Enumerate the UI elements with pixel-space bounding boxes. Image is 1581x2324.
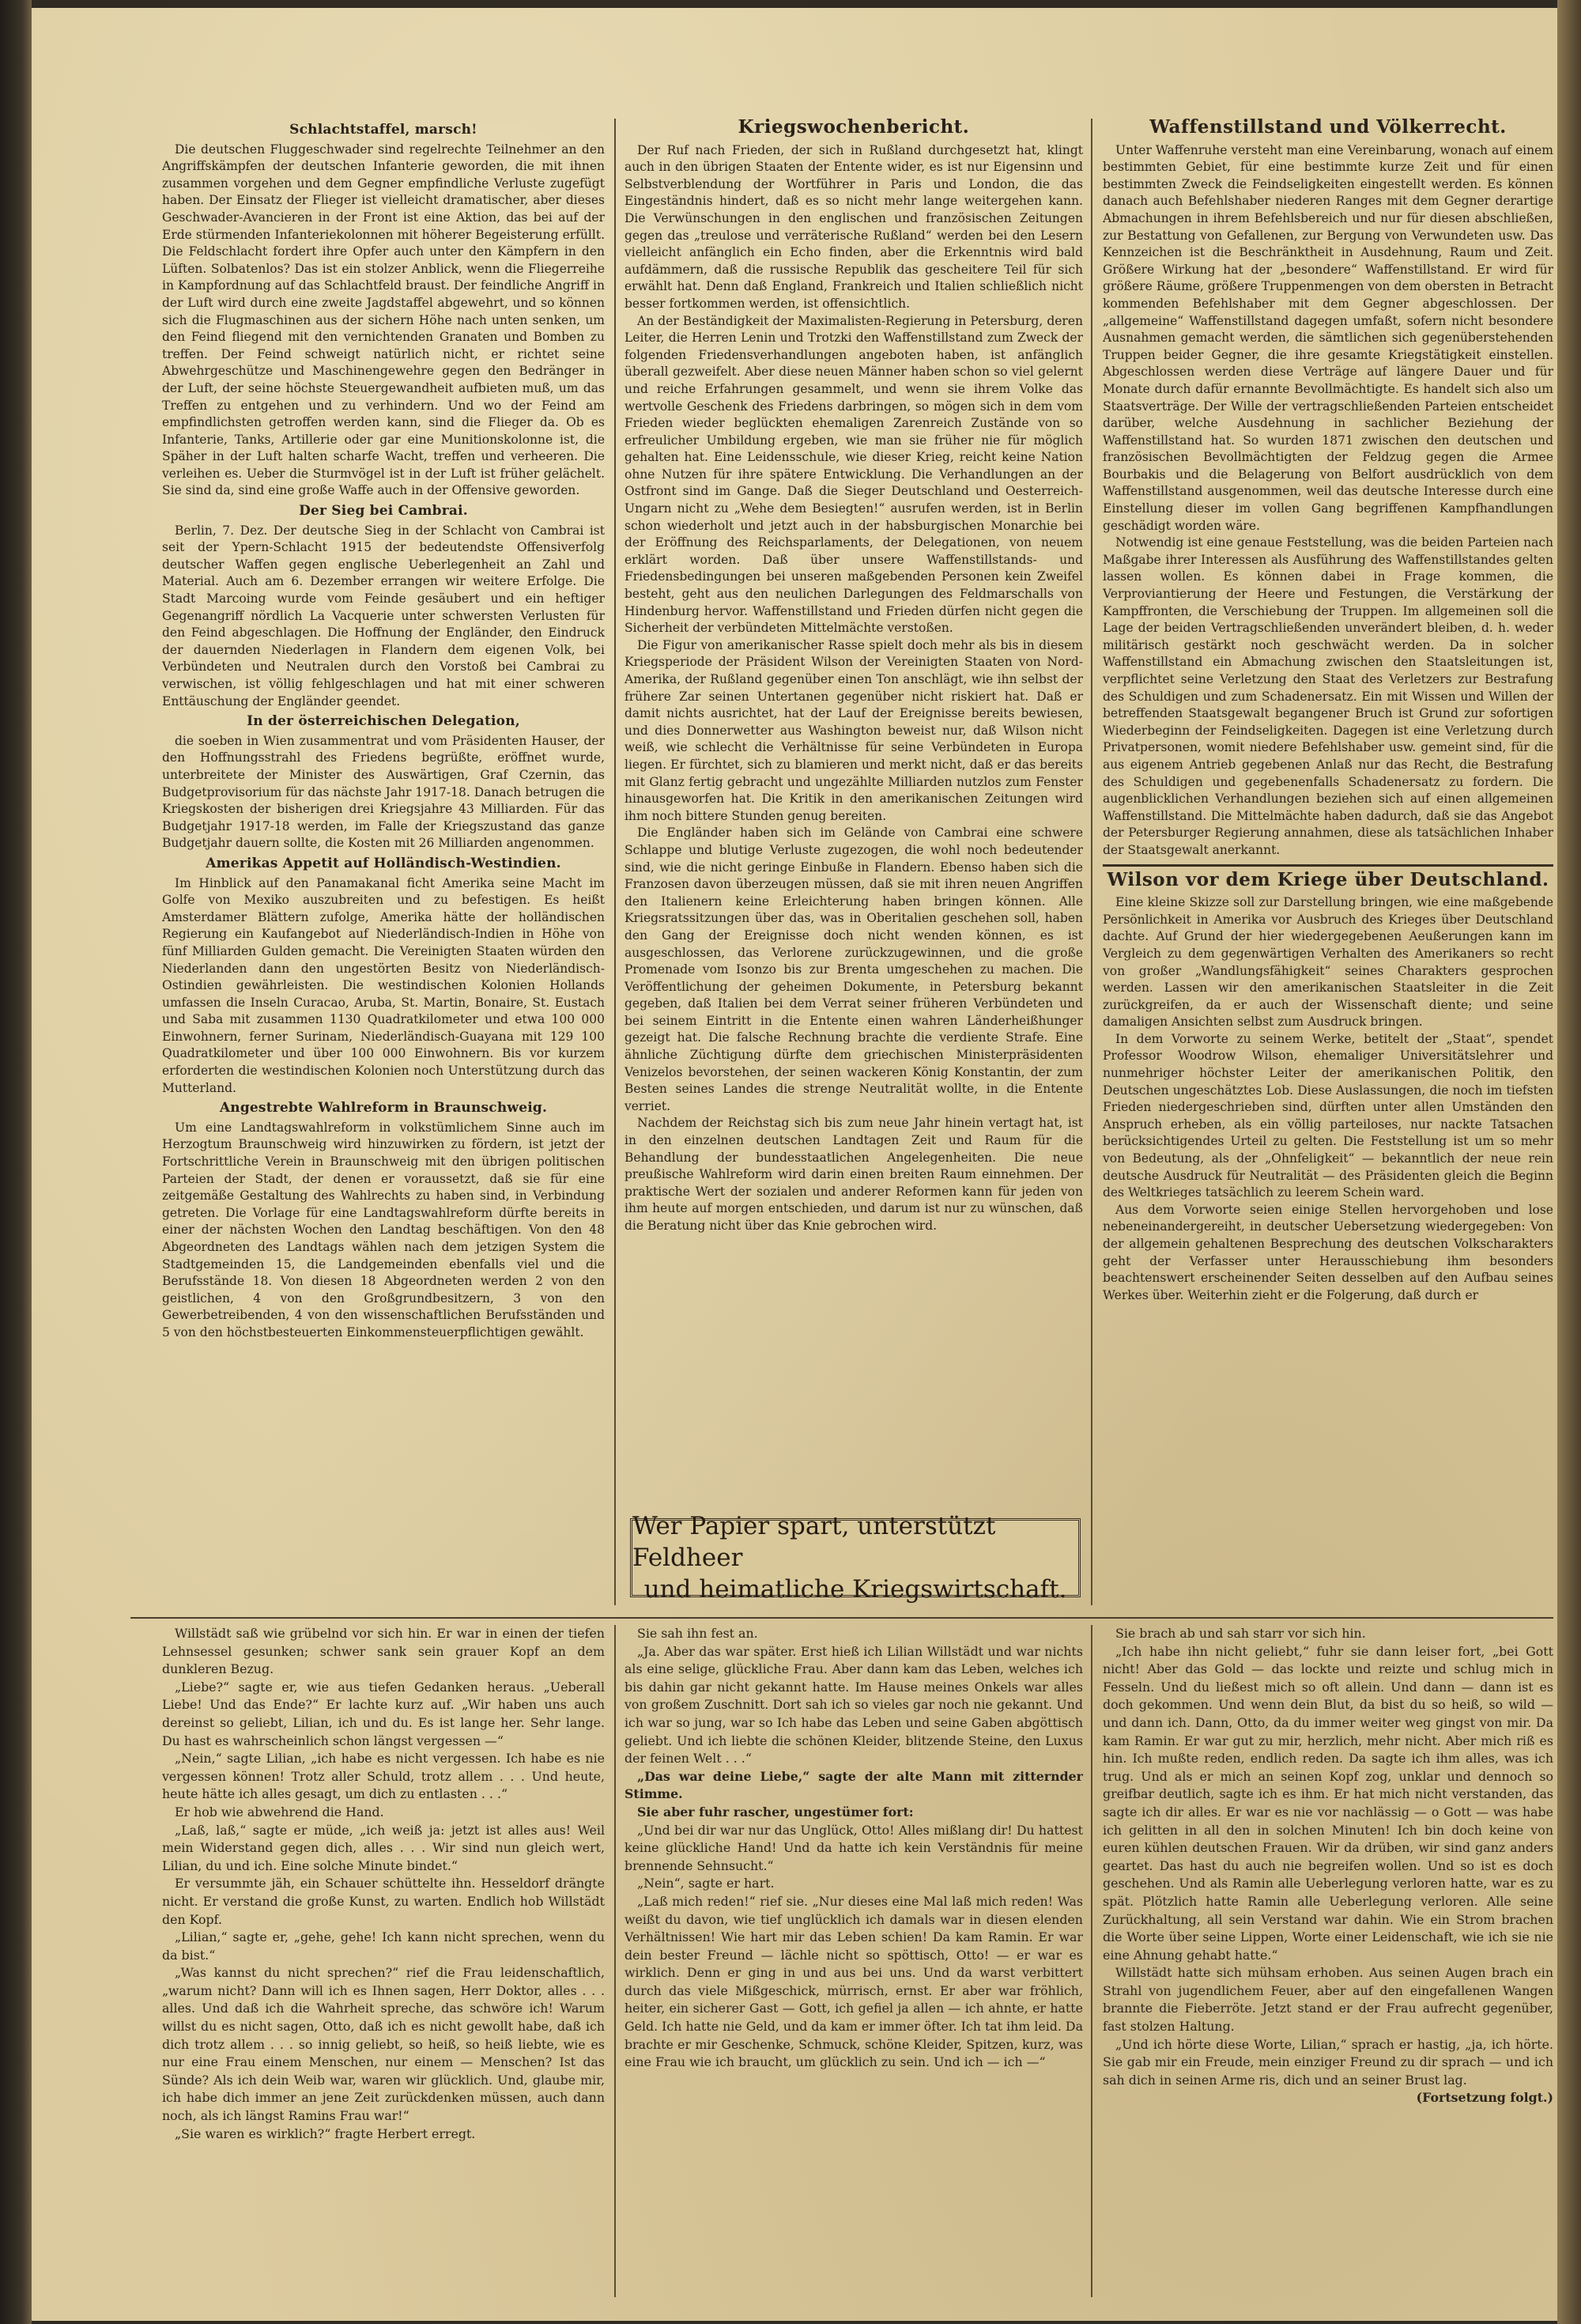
continuation-note: (Fortsetzung folgt.) (1416, 2090, 1553, 2106)
story-text: „Und bei dir war nur das Unglück, Otto! Alles mißlang dir! Du hattest keine glückliche Hand! Und da hatte ich kein Verständnis für meine brennende Sehnsucht.“ (624, 1822, 1083, 1873)
story-text: „Ich habe ihn nicht geliebt,“ fuhr sie dann leiser fort, „bei Gott nicht! Aber das Gold — das lockte und reizte und schlug mich in Fesseln. Und du ließest mich so oft allein. Und dann — dann ist es doch gekommen. Und wenn dein Blut, da bist du so heiß, so wild — und dann ich. Dann, Otto, da du immer weiter weg gingst von mir. Da kam Ramin. Er war gut zu mir, herzlich, mehr nicht. Aber mich riß es hin. Ich mußte reden, endlich reden. Da sagte ich ihm alles, was ich trug. Und als er mich an seinen Kopf zog, unklar und dennoch so greifbar deutlich, sagte ich es ihm. Er hat mich nicht verstanden, das sagte ich dir alles. Er war es nie vor nachlässig — o Gott — was habe ich gelitten in all den in solchen Minuten! Ich bin doch keine von euren kühlen deutschen Frauen. Wir da drüben, wir sind ganz anders geartet. Das hast du auch nie begreifen wollen. Und so ist es doch geschehen. Und als Ramin alle Ueberlegung verloren hatte, war es zu spät. Plötzlich hatte Ramin alle Ueberlegung verloren. Alle seine Zurückhaltung, all sein Verstand war dahin. Wie ein Strom brachen die Worte über seine Lippen, Worte einer Leidenschaft, wie ich sie nie eine Ahnung gehabt hatte.“ (1103, 1643, 1553, 1963)
article-text: die soeben in Wien zusammentrat und vom Präsidenten Hauser, der den Hoffnungsstrahl des Friedens begrüßte, eröffnet wurde, unterbreitete der Minister des Auswärtigen, Graf Czernin, das Budgetprovisorium für das nächste Jahr 1917-18. Danach betrugen die Kriegskosten der bisherigen drei Kriegsjahre 43 Milliarden. Für das Budgetjahr 1917-18 werden, im Falle der Kriegszustand das ganze Budgetjahr dauern sollte, die Kosten mit 26 Milliarden angenommen. (162, 733, 605, 851)
article-text: Nachdem der Reichstag sich bis zum neue Jahr hinein vertagt hat, ist in den einzelnen deutschen Landtagen Zeit und Raum für die Behandlung der bundesstaatlichen Angelegenheiten. Die neue preußische Wahlreform wird darin einen breiten Raum einnehmen. Der praktische Wert der sozialen und anderer Reformen kann für jeden von ihm heute auf morgen entschieden, und darum ist nur zu wünschen, daß die Beratung nicht über das Knie gebrochen wird. (624, 1116, 1083, 1233)
column-2 (624, 119, 1083, 1510)
article-text: Unter Waffenruhe versteht man eine Vereinbarung, wonach auf einem bestimmten Gebiet, für eine bestimmte kurze Zeit und für einen bestimmten Zweck die Feindseligkeiten eingestellt werden. Es können danach auch Befehlshaber niederen Ranges mit dem Gegner derartige Abmachungen in ihrem Befehlsbereich und nur für diesen abschließen, zur Bestattung von Gefallenen, zur Bergung von Verwundeten usw. Das Kennzeichen ist die Beschränktheit in Ausdehnung, Raum und Zeit. Größere Wirkung hat der „besondere“ Waffenstillstand. Er wird für größere Räume, größere Truppenmengen von dem obersten in Betracht kommenden Befehlshaber mit dem Gegner abgeschlossen. Der „allgemeine“ Waffenstillstand dagegen umfaßt, sofern nicht besondere Ausnahmen gemacht werden, die sämtlichen sich gegenüberstehenden Truppen beider Gegner, die ihre gesamte Kriegstätigkeit einstellen. Abgeschlossen werden diese Verträge auf längere Dauer und für Monate durch dafür ernannte Bevollmächtigte. Es handelt sich also um Staatsverträge. Der Wille der vertragschließenden Parteien entscheidet darüber, welche Ausdehnung in sachlicher Beziehung der Waffenstillstand hat. So wurden 1871 zwischen den deutschen und französischen Bevollmächtigten der Feldzug gegen die Armee Bourbakis und die Belagerung von Belfort ausdrücklich von dem Waffenstillstand ausgenommen, weil das deutsche Interesse durch eine Einstellung dieser im vollen Gang begriffenen Kampfhandlungen geschädigt worden wäre. (1103, 142, 1553, 533)
column-divider (1091, 1625, 1092, 2297)
feuilleton-rule (130, 1617, 1553, 1619)
story-text: Sie sah ihn fest an. (637, 1626, 758, 1641)
article-text: Um eine Landtagswahlreform in volkstümlichem Sinne auch im Herzogtum Braunschweig wird hinzuwirken zu fördern, ist jetzt der Fortschrittliche Verein in Braunschweig mit den übrigen politischen Parteien der Stadt, der denen er voraussetzt, daß sie für eine zeitgemäße Gestaltung des Wahlrechts zu haben sind, in Verbindung getreten. Die Vorlage für eine Landtagswahlreform dürfte bereits in einer der nächsten Wochen den Landtag beschäftigen. Von den 48 Abgeordneten des Landtags wählen nach dem jetzigen System die Stadtgemeinden 15, die Landgemeinden ebenfalls viel und die Berufsstände 18. Von diesen 18 Abgeordneten werden 2 von den geistlichen, 4 von den Großgrundbesitzern, 3 von den Gewerbetreibenden, 4 von den wissenschaftlichen Berufsständen und 5 von den höchstbesteuerten Einkommensteuerpflichtigen gewählt. (162, 1120, 605, 1340)
story-text: Sie aber fuhr rascher, ungestümer fort: (637, 1804, 914, 1820)
column-3 (1103, 119, 1553, 1605)
binding-edge-left (0, 0, 32, 2324)
story-text: „Lilian,“ sagte er, „gehe, gehe! Ich kann nicht sprechen, wenn du da bist.“ (162, 1929, 605, 1963)
story-column-1 (162, 1625, 605, 2297)
advert-line: und heimatliche Kriegswirtschaft. (643, 1575, 1067, 1604)
column-divider (1091, 119, 1092, 1605)
article-text: Aus dem Vorworte seien einige Stellen hervorgehoben und lose nebeneinandergereiht, in deutscher Uebersetzung wiedergegeben: Von der allgemein gehaltenen Besprechung des deutschen Volkscharakters geht der Verfasser unter Herausschiebung ihm besonders beachtenswert erscheinender Seiten desselben auf den Aufbau seines Werkes über. Weiterhin zieht er die Folgerung, daß durch er (1103, 1202, 1553, 1302)
headline-cambrai: Der Sieg bei Cambrai. (299, 503, 468, 520)
headline-amerika: Amerikas Appetit auf Holländisch-Westindien. (206, 855, 561, 871)
story-text: „Laß, laß,“ sagte er müde, „ich weiß ja: jetzt ist alles aus! Weil mein Widerstand gegen dich, alles . . . Wir sind nun gleich wert, Lilian, du und ich. Eine solche Minute bindet.“ (162, 1822, 605, 1873)
article-text: Eine kleine Skizze soll zur Darstellung bringen, wie eine maßgebende Persönlichkeit in Amerika vor Ausbruch des Krieges über Deutschland dachte. Auf Grund der hier wiedergegebenen Aeußerungen kann im Vergleich zu dem gegenwärtigen Verhalten des Amerikaners so recht von großer „Wandlungsfähigkeit“ seines Charakters gesprochen werden. Lassen wir den amerikanischen Staatsleiter in die Zeit zurückgreifen, da er auch der Wissenschaft diente; und seine damaligen Ansichten selbst zum Ausdruck bringen. (1103, 895, 1553, 1030)
advert-line: Wer Papier spart, unterstützt Feldheer (632, 1512, 996, 1572)
headline-delegation: In der österreichischen Delegation, (247, 713, 520, 730)
story-text: „Nein,“ sagte Lilian, „ich habe es nicht vergessen. Ich habe es nie vergessen können! Trotz aller Schuld, trotz allem . . . Und heute, heute hätte ich alles gesagt, um dich zu entlasten . . .“ (162, 1751, 605, 1802)
article-text: Die Engländer haben sich im Gelände von Cambrai eine schwere Schlappe und blutige Verluste zugezogen, die wohl noch bedeutender sind, wie die nicht geringe Einbuße in Flandern. Ebenso haben sich die Franzosen davon überzeugen müssen, daß sie mit ihren neuen Angriffen den Italienern keine Erleichterung haben bringen können. Alle Kriegsratssitzungen über das, was in Oberitalien geschehen soll, haben den Gang der Ereignisse doch nicht wenden können, es ist ausgeschlossen, das Verlorene zurückzugewinnen, und die große Promenade vom Isonzo bis zur Brenta umgeschehen zu machen. Die Veröffentlichung der geheimen Dokumente, in Petersburg bekannt gegeben, daß Italien bei dem Verrat seiner früheren Verbündeten und bei seinem Eintritt in die Entente einen wahren Länderheißhunger gezeigt hat. Die falsche Rechnung brachte die verdiente Strafe. Eine ähnliche Züchtigung dürfte dem griechischen Ministerpräsidenten Venizelos bevorstehen, der seinen wackeren König Konstantin, der zum Besten seines Landes die strenge Neutralität wollte, in die Entente verriet. (624, 826, 1083, 1113)
story-text: Willstädt saß wie grübelnd vor sich hin. Er war in einen der tiefen Lehnsessel gesunken; schwer sank sein grauer Kopf an dem dunkleren Bezug. (162, 1626, 605, 1677)
advert-paper-box (630, 1512, 1081, 1604)
story-text: Er hob wie abwehrend die Hand. (175, 1804, 384, 1820)
article-text: Die deutschen Fluggeschwader sind regelrechte Teilnehmer an den Angriffskämpfen der deutschen Infanterie geworden, die mit ihnen zusammen vorgehen und dem Gegner empfindliche Verluste zugefügt haben. Der Einsatz der Flieger ist vielleicht dramatischer, aber dieses Geschwader-Avancieren in der Front ist eine Aktion, das bei auf der Erde stürmenden Infanteriekolonnen mit höherer Begeisterung erfüllt. Die Feldschlacht fordert ihre Opfer auch unter den Kämpfern in den Lüften. Solbatenlos? Das ist ein stolzer Anblick, wenn die Fliegerreihe in Kampfordnung auf das Schlachtfeld braust. Der feindliche Angriff in der Luft wird durch eine zweite Jagdstaffel abgewehrt, und so können sich die Flugmaschinen aus der sichern Höhe nach unten senken, um den Feind fliegend mit den vernichtenden Granaten und Bomben zu treffen. Der Feind schweigt natürlich nicht, er richtet seine Abwehrgeschütze und Maschinengewehre gegen den Bedränger in der Luft, der seine höchste Steuergewandheit aufbieten muß, um das Treffen zu entgehen und zu verhindern. Und wo der Feind am empfindlichsten getroffen werden kann, sind die Flieger da. Ob es Infanterie, Tanks, Artillerie oder gar eine Munitionskolonne ist, die Späher in der Luft halten scharfe Wacht, treffen und verheeren. Die verleihen es. Ueber die Sturmvögel ist in der Luft ist früher gelächelt. Sie sind da, sind eine große Waffe auch in der Offensive geworden. (162, 142, 605, 498)
newspaper-page (32, 8, 1557, 2321)
headline-wahlreform: Angestrebte Wahlreform in Braunschweig. (219, 1100, 548, 1117)
story-text: Er versummte jäh, ein Schauer schüttelte ihn. Hesseldorf drängte nicht. Er verstand die große Kunst, zu warten. Endlich hob Willstädt den Kopf. (162, 1876, 605, 1927)
article-text: In dem Vorworte zu seinem Werke, betitelt der „Staat“, spendet Professor Woodrow Wilson, ehemaliger Universitätslehrer und nunmehriger höchster Leiter der amerikanischen Politik, den Deutschen ungeschätztes Lob. Diese Auslassungen, die noch im tiefsten Frieden niedergeschrieben sind, dürften unter allen Umständen den Anspruch erheben, als ein völlig parteiloses, nur nackte Tatsachen berücksichtigendes Urteil zu gelten. Die Feststellung ist um so mehr von Bedeutung, als der „Ohnfeligkeit“ — bekanntlich der neue rein deutsche Ausdruck für Neutralität — des Präsidenten gleich die Beginn des Weltkrieges tatsächlich zu leerem Schein ward. (1103, 1031, 1553, 1200)
headline-wilson: Wilson vor dem Kriege über Deutschland. (1107, 868, 1549, 890)
story-column-2 (624, 1625, 1083, 2297)
headline-waffenstillstand: Waffenstillstand und Völkerrecht. (1149, 119, 1507, 138)
story-column-3 (1103, 1625, 1553, 2297)
story-text: „Ja. Aber das war später. Erst hieß ich Lilian Willstädt und war nichts als eine selige, glückliche Frau. Aber dann kam das Leben, welches ich bis dahin gar nicht gekannt hatte. Im Hause meines Onkels war alles von großem Zuschnitt. Dort sah ich so vieles gar noch nie gekannt. Und ich war so jung, war so Ich habe das Leben und seine Gaben abgöttisch geliebt. Und ich liebte die schönen Kleider, blitzende Steine, den Luxus der feinen Welt . . .“ (624, 1643, 1083, 1767)
article-text: An der Beständigkeit der Maximalisten-Regierung in Petersburg, deren Leiter, die Herren Lenin und Trotzki den Waffenstillstand zum Zweck der folgenden Friedensverhandlungen angeboten haben, ist anfänglich überall gezweifelt. Aber diese neuen Männer haben schon so viel gelernt und reiche Erfahrungen gesammelt, und wenn sie ihrem Volke das wertvolle Geschenk des Friedens darbringen, so mögen sich in dem vom Frieden wieder beglückten ehemaligen Zarenreich Zustände von so erfreulicher Umbildung ergeben, wie man sie früher nie für möglich gehalten hat. Eine Leidensschule, wie dieser Krieg, reicht keine Nation ohne Nutzen für ihre spätere Entwicklung. Die Verhandlungen an der Ostfront sind im Gange. Daß die Sieger Deutschland und Oesterreich-Ungarn nicht zu „Wehe dem Besiegten!“ ausrufen werden, ist in Berlin schon wiederholt und jetzt auch in der habsburgischen Monarchie bei der Eröffnung des Reichsparlaments, der Delegationen, von neuem erklärt worden. Daß über unsere Waffenstillstands- und Friedensbedingungen bei unseren maßgebenden Personen kein Zweifel besteht, geht aus den neulichen Darlegungen des Feldmarschalls von Hindenburg hervor. Waffenstillstand und Frieden dürfen nicht gegen die Sicherheit der verbündeten Mittelmächte verstoßen. (624, 313, 1083, 636)
story-text: „Was kannst du nicht sprechen?“ rief die Frau leidenschaftlich, „warum nicht? Dann will ich es Ihnen sagen, Herr Doktor, alles . . . alles. Und daß ich die Wahrheit spreche, das schwöre ich! Warum willst du es nicht sagen, Otto, daß ich es nicht gewollt habe, daß ich dich trotz allem . . . so innig geliebt, so heiß, so heiß liebte, wie es nur eine Frau einem Menschen, nur einem — Menschen? Ist das Sünde? Als ich dein Weib war, waren wir glücklich. Und, glaube mir, ich habe dich immer an jene Zeit zurückdenken müssen, auch dann noch, als ich längst Ramins Frau war!“ (162, 1965, 605, 2124)
article-text: Berlin, 7. Dez. Der deutsche Sieg in der Schlacht von Cambrai ist seit der Ypern-Schlacht 1915 der bedeutendste Offensiverfolg deutscher Waffen gegen englische Ueberlegenheit an Zahl und Material. Auch am 6. Dezember errangen wir weitere Erfolge. Die Stadt Marcoing wurde vom Feinde gesäubert und ein heftiger Gegenangriff nördlich La Vacquerie unter schwersten Verlusten für den Feind abgeschlagen. Die Hoffnung der Engländer, den Eindruck der dauernden Niederlagen in Flandern dem eigenen Volk, bei Verbündeten und Neutralen durch den Vorstoß bei Cambrai zu verwischen, ist völlig fehlgeschlagen und hat mit einer schweren Enttäuschung der Engländer geendet. (162, 523, 605, 709)
story-text: „Liebe?“ sagte er, wie aus tiefen Gedanken heraus. „Ueberall Liebe! Und das Ende?“ Er lachte kurz auf. „Wir haben uns auch dereinst so geliebt, Lilian, ich und du. Es ist lange her. Sehr lange. Du hast es wahrscheinlich schon längst vergessen —“ (162, 1679, 605, 1748)
story-text: „Nein“, sagte er hart. (637, 1876, 775, 1891)
story-text: Willstädt hatte sich mühsam erhoben. Aus seinen Augen brach ein Strahl von jugendlichem Feuer, aber auf den eingefallenen Wangen brannte die Fieberröte. Jetzt stand er der Frau aufrecht gegenüber, fast stolzen Haltung. (1103, 1965, 1553, 2035)
column-divider (614, 1625, 616, 2297)
column-divider (614, 119, 616, 1605)
article-text: Der Ruf nach Frieden, der sich in Rußland durchgesetzt hat, klingt auch in den übrigen Staaten der Entente wider, es ist nur Eigensinn und Selbstverblendung der Wortführer in Paris und London, die das Eingeständnis hindert, daß es so nicht mehr lange weitergehen kann. Die Verwünschungen in den englischen und französischen Zeitungen gegen das „treulose und verräterische Rußland“ werden bei den Lesern vielleicht anfänglich ein Echo finden, aber die Erkenntnis wird bald aufdämmern, daß die russische Republik das gescheitere Teil für sich erwählt hat. Denn daß England, Frankreich und Italien schließlich nicht besser fortkommen werden, ist offensichtlich. (624, 142, 1083, 311)
story-text: Sie brach ab und sah starr vor sich hin. (1115, 1626, 1366, 1641)
headline-schlachtstaffel: Schlachtstaffel, marsch! (289, 122, 477, 138)
binding-edge-right (1557, 0, 1581, 2324)
story-text: „Sie waren es wirklich?“ fragte Herbert erregt. (175, 2126, 476, 2141)
article-text: Die Figur von amerikanischer Rasse spielt doch mehr als bis in diesem Kriegsperiode der Präsident Wilson der Vereinigten Staaten von Nord-Amerika, der Rußland gegenüber einen Ton anschlägt, wie ihn selbst der frühere Zar seinen Untertanen gegenüber nicht riskiert hat. Daß er damit nichts ausrichtet, hat der Lauf der Ereignisse bereits bewiesen, und dies Donnerwetter aus Washington beweist nur, daß Wilson nicht weiß, wie schlecht die Verhältnisse für seine Verbündeten in Europa liegen. Er fürchtet, sich zu blamieren und merkt nicht, daß er das bereits mit Glanz fertig gebracht und ungezählte Milliarden nutzlos zum Fenster hinausgeworfen hat. Die Kritik in den amerikanischen Zeitungen wird ihm noch bittere Stunden genug bereiten. (624, 637, 1083, 823)
section-rule (1103, 864, 1553, 867)
article-text: Notwendig ist eine genaue Feststellung, was die beiden Parteien nach Maßgabe ihrer Interessen als Ausführung des Waffenstillstandes gelten lassen wollen. Es können dabei in Frage kommen, die Verproviantierung der Heere und Festungen, die Verstärkung der Kampffronten, die Verschiebung der Truppen. Im allgemeinen soll die Lage der beiden Vertragschließenden unverändert bleiben, d. h. weder militärisch gestärkt noch geschwächt werden. Da in solcher Waffenstillstand ein Abmachung zwischen den Staatsleitungen ist, verpflichtet seine Verletzung den Staat des Verletzers zur Bestrafung des Schuldigen und zum Schadenersatz. Ein mit Wissen und Willen der betreffenden Staatsgewalt begangener Bruch ist Grund zur sofortigen Wiederbeginn der Feindseligkeiten. Dagegen ist eine Verletzung durch Privatpersonen, womit niedere Befehlshaber usw. gemeint sind, für die aus eigenem Antrieb gegebenen Anlaß nur das Recht, die Bestrafung des Schuldigen und gegebenenfalls Schadenersatz zu fordern. Die augenblicklichen Verhandlungen beziehen sich auf einen allgemeinen Waffenstillstand. Die Mittelmächte haben dadurch, daß sie das Angebot der Petersburger Regierung annahmen, diese als tatsächlichen Inhaber der Staatsgewalt anerkannt. (1103, 535, 1553, 857)
story-text: „Und ich hörte diese Worte, Lilian,“ sprach er hastig, „ja, ich hörte. Sie gab mir ein Freude, mein einziger Freund zu dir sprach — und ich sah dich in seinen Arme ris, dich und an seiner Brust lag. (1103, 2036, 1553, 2088)
story-text: „Laß mich reden!“ rief sie. „Nur dieses eine Mal laß mich reden! Was weißt du davon, wie tief unglücklich ich damals war in diesen elenden Verhältnissen! Wie hart mir das Leben schien! Da kam Ramin. Er war dein bester Freund — lächle nicht so spöttisch, Otto! — er war es wirklich. Denn er ging in und aus bei uns. Und da warst verbittert durch das viele Mißgeschick, mürrisch, ernst. Er aber war fröhlich, heiter, ein sicherer Gast — Gott, ich gefiel ja allen — ich ahnte, er hatte Geld. Ich hatte nie Geld, und da kam er immer öfter. Ich tat ihm leid. Da brachte er mir Geschenke, Schmuck, schöne Kleider, Spitzen, kurz, was eine Frau wie ich braucht, um glücklich zu sein. Und ich — ich —“ (624, 1893, 1083, 2070)
story-text: „Das war deine Liebe,“ sagte der alte Mann mit zitternder Stimme. (624, 1768, 1083, 1802)
article-text: Im Hinblick auf den Panamakanal ficht Amerika seine Macht im Golfe von Mexiko auszubreiten und zu befestigen. Es heißt Amsterdamer Blättern zufolge, Amerika hätte der holländischen Regierung ein Kaufangebot auf Niederländisch-Indien in Höhe von fünf Milliarden Gulden gemacht. Die Vereinigten Staaten würden den Niederlanden dann den ungestörten Besitz von Niederländisch-Ostindien gewährleisten. Die westindischen Kolonien Hollands umfassen die Inseln Curacao, Aruba, St. Martin, Bonaire, St. Eustach und Saba mit zusammen 1130 Quadratkilometer und etwa 100 000 Einwohnern, ferner Surinam, Niederländisch-Guayana mit 129 100 Quadratkilometer und über 100 000 Einwohnern. Bis vor kurzem erforderten die westindischen Kolonien noch Unterstützung durch das Mutterland. (162, 875, 605, 1095)
column-1 (162, 119, 605, 1605)
headline-kriegswochenbericht: Kriegswochenbericht. (738, 119, 970, 138)
